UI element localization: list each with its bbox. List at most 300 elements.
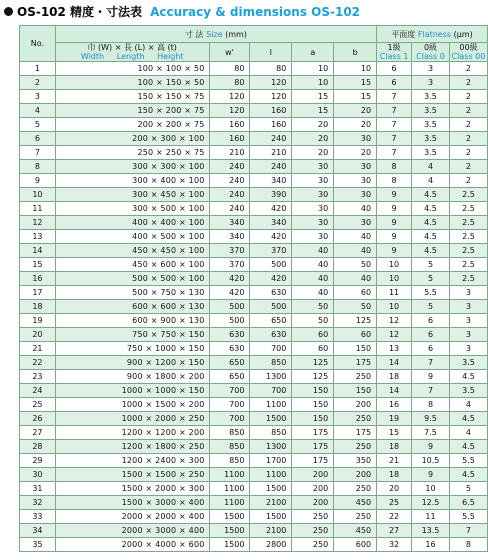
- table-row: [20, 510, 488, 524]
- cell-no: 35: [20, 538, 56, 552]
- cell-no: 23: [20, 370, 56, 384]
- cell-class0: 10.5: [412, 454, 450, 468]
- cell-class1: 18: [377, 440, 412, 454]
- table-row: [20, 538, 488, 552]
- cell-size: 500 × 750 × 130: [55, 286, 209, 300]
- header-flat-jp: 平面度: [391, 29, 416, 39]
- cell-no: 5: [20, 118, 56, 132]
- cell-w: 1100: [209, 482, 250, 496]
- cell-no: 13: [20, 230, 56, 244]
- cell-l: 650: [250, 314, 292, 328]
- cell-b: 30: [334, 132, 377, 146]
- cell-l: 630: [250, 328, 292, 342]
- cell-l: 1100: [250, 468, 292, 482]
- cell-size: 150 × 200 × 75: [55, 104, 209, 118]
- cell-no: 6: [20, 132, 56, 146]
- header-class1: [377, 43, 412, 62]
- cell-size: 450 × 600 × 100: [55, 258, 209, 272]
- cell-w: 340: [209, 216, 250, 230]
- cell-w: 1100: [209, 468, 250, 482]
- cell-no: 16: [20, 272, 56, 286]
- table-row: [20, 160, 488, 174]
- cell-no: 11: [20, 202, 56, 216]
- header-col-a: a: [292, 43, 334, 62]
- cell-w: 1500: [209, 510, 250, 524]
- header-col-l: l: [250, 43, 292, 62]
- cell-class1: 9: [377, 230, 412, 244]
- cell-class1: 15: [377, 426, 412, 440]
- cell-no: 25: [20, 398, 56, 412]
- cell-b: 30: [334, 216, 377, 230]
- cell-b: 10: [334, 62, 377, 76]
- cell-b: 175: [334, 356, 377, 370]
- cell-class0: 3.5: [412, 104, 450, 118]
- cell-l: 2800: [250, 538, 292, 552]
- cell-w: 850: [209, 426, 250, 440]
- header-dim-en: Size: [206, 29, 223, 39]
- cell-size: 900 × 1200 × 150: [55, 356, 209, 370]
- cell-b: 20: [334, 146, 377, 160]
- cell-class0: 5: [412, 300, 450, 314]
- cell-class1: 18: [377, 468, 412, 482]
- table-row: [20, 62, 488, 76]
- header-class1-en: Class 1: [379, 52, 409, 61]
- cell-w: 420: [209, 272, 250, 286]
- cell-class1: 19: [377, 412, 412, 426]
- cell-class1: 8: [377, 174, 412, 188]
- cell-w: 420: [209, 286, 250, 300]
- cell-class00: 5.5: [449, 510, 487, 524]
- cell-b: 600: [334, 538, 377, 552]
- cell-w: 630: [209, 342, 250, 356]
- cell-size: 1500 × 2000 × 300: [55, 482, 209, 496]
- cell-b: 350: [334, 454, 377, 468]
- cell-a: 200: [292, 468, 334, 482]
- cell-a: 30: [292, 160, 334, 174]
- table-row: [20, 454, 488, 468]
- cell-a: 40: [292, 244, 334, 258]
- cell-b: 50: [334, 258, 377, 272]
- cell-size: 200 × 300 × 100: [55, 132, 209, 146]
- cell-no: 15: [20, 258, 56, 272]
- header-class0-jp: 0級: [423, 43, 438, 52]
- cell-class0: 4: [412, 160, 450, 174]
- cell-l: 210: [250, 146, 292, 160]
- cell-class00: 2: [449, 132, 487, 146]
- cell-class1: 13: [377, 342, 412, 356]
- cell-class0: 8: [412, 398, 450, 412]
- cell-l: 500: [250, 300, 292, 314]
- cell-l: 420: [250, 202, 292, 216]
- cell-class00: 2.5: [449, 188, 487, 202]
- table-row: [20, 216, 488, 230]
- cell-no: 26: [20, 412, 56, 426]
- cell-w: 700: [209, 384, 250, 398]
- cell-class00: 3: [449, 328, 487, 342]
- cell-size: 200 × 200 × 75: [55, 118, 209, 132]
- table-row: [20, 384, 488, 398]
- cell-b: 250: [334, 370, 377, 384]
- cell-class1: 9: [377, 188, 412, 202]
- cell-size: 750 × 750 × 150: [55, 328, 209, 342]
- cell-b: 150: [334, 342, 377, 356]
- cell-size: 1200 × 1800 × 250: [55, 440, 209, 454]
- cell-no: 28: [20, 440, 56, 454]
- cell-b: 20: [334, 118, 377, 132]
- cell-size: 900 × 1800 × 200: [55, 370, 209, 384]
- cell-b: 40: [334, 230, 377, 244]
- header-class0: [412, 43, 450, 62]
- cell-class00: 2: [449, 62, 487, 76]
- cell-class1: 10: [377, 300, 412, 314]
- cell-no: 4: [20, 104, 56, 118]
- cell-w: 240: [209, 188, 250, 202]
- cell-b: 200: [334, 398, 377, 412]
- table-row: [20, 426, 488, 440]
- cell-a: 15: [292, 104, 334, 118]
- cell-class00: 2: [449, 160, 487, 174]
- cell-w: 850: [209, 454, 250, 468]
- cell-a: 40: [292, 258, 334, 272]
- cell-class0: 6: [412, 328, 450, 342]
- cell-class0: 3.5: [412, 146, 450, 160]
- cell-no: 34: [20, 524, 56, 538]
- cell-b: 30: [334, 174, 377, 188]
- cell-class00: 2: [449, 174, 487, 188]
- cell-size: 250 × 250 × 75: [55, 146, 209, 160]
- cell-b: 40: [334, 244, 377, 258]
- cell-class00: 2.5: [449, 216, 487, 230]
- cell-no: 22: [20, 356, 56, 370]
- cell-b: 60: [334, 328, 377, 342]
- cell-class1: 8: [377, 160, 412, 174]
- cell-l: 120: [250, 90, 292, 104]
- cell-b: 125: [334, 314, 377, 328]
- cell-l: 1300: [250, 370, 292, 384]
- cell-no: 29: [20, 454, 56, 468]
- cell-class00: 4: [449, 398, 487, 412]
- cell-class00: 2: [449, 76, 487, 90]
- table-row: [20, 258, 488, 272]
- cell-class00: 8: [449, 538, 487, 552]
- cell-class1: 6: [377, 62, 412, 76]
- cell-size: 1200 × 2400 × 300: [55, 454, 209, 468]
- cell-no: 1: [20, 62, 56, 76]
- header-class1-jp: 1級: [387, 43, 401, 52]
- cell-l: 420: [250, 272, 292, 286]
- cell-size: 1500 × 3000 × 400: [55, 496, 209, 510]
- cell-w: 240: [209, 202, 250, 216]
- cell-no: 8: [20, 160, 56, 174]
- cell-class00: 7: [449, 524, 487, 538]
- cell-w: 1100: [209, 496, 250, 510]
- cell-class00: 2.5: [449, 272, 487, 286]
- cell-a: 40: [292, 286, 334, 300]
- cell-no: 27: [20, 426, 56, 440]
- cell-w: 80: [209, 62, 250, 76]
- cell-l: 850: [250, 356, 292, 370]
- page-title: [4, 4, 360, 20]
- cell-class1: 14: [377, 356, 412, 370]
- cell-w: 500: [209, 300, 250, 314]
- header-flat-en: Flatness: [417, 29, 452, 39]
- cell-class0: 7: [412, 356, 450, 370]
- cell-size: 600 × 600 × 130: [55, 300, 209, 314]
- cell-size: 2000 × 3000 × 400: [55, 524, 209, 538]
- cell-class1: 27: [377, 524, 412, 538]
- cell-no: 33: [20, 510, 56, 524]
- cell-l: 700: [250, 342, 292, 356]
- cell-class1: 9: [377, 216, 412, 230]
- bullet-icon: [4, 7, 13, 16]
- cell-w: 120: [209, 104, 250, 118]
- cell-class1: 10: [377, 272, 412, 286]
- cell-class0: 3.5: [412, 90, 450, 104]
- cell-class0: 6: [412, 342, 450, 356]
- cell-class0: 6: [412, 314, 450, 328]
- cell-l: 500: [250, 258, 292, 272]
- cell-no: 7: [20, 146, 56, 160]
- cell-b: 450: [334, 524, 377, 538]
- cell-class1: 7: [377, 132, 412, 146]
- header-class00-jp: 00級: [459, 43, 478, 52]
- table-row: [20, 356, 488, 370]
- cell-a: 175: [292, 426, 334, 440]
- cell-class1: 14: [377, 384, 412, 398]
- cell-no: 17: [20, 286, 56, 300]
- cell-class00: 6.5: [449, 496, 487, 510]
- table-row: [20, 286, 488, 300]
- cell-w: 340: [209, 230, 250, 244]
- cell-a: 60: [292, 328, 334, 342]
- cell-a: 10: [292, 62, 334, 76]
- cell-a: 250: [292, 510, 334, 524]
- cell-b: 250: [334, 510, 377, 524]
- cell-l: 160: [250, 118, 292, 132]
- cell-class1: 32: [377, 538, 412, 552]
- cell-class1: 6: [377, 76, 412, 90]
- cell-class00: 3.5: [449, 384, 487, 398]
- cell-class1: 11: [377, 286, 412, 300]
- header-wlh: [55, 43, 209, 62]
- cell-l: 2100: [250, 496, 292, 510]
- cell-l: 340: [250, 216, 292, 230]
- cell-w: 370: [209, 244, 250, 258]
- cell-l: 370: [250, 244, 292, 258]
- cell-size: 1000 × 1500 × 200: [55, 398, 209, 412]
- cell-class0: 5.5: [412, 286, 450, 300]
- cell-size: 100 × 150 × 50: [55, 76, 209, 90]
- cell-class1: 22: [377, 510, 412, 524]
- header-col-b: b: [334, 43, 377, 62]
- title-english: Accuracy & dimensions OS-102: [150, 5, 361, 19]
- cell-b: 50: [334, 300, 377, 314]
- header-flat-unit: (μm): [453, 29, 473, 39]
- cell-class0: 7.5: [412, 426, 450, 440]
- cell-class0: 4: [412, 174, 450, 188]
- cell-class0: 3: [412, 76, 450, 90]
- cell-class0: 16: [412, 538, 450, 552]
- cell-w: 120: [209, 90, 250, 104]
- cell-class1: 16: [377, 398, 412, 412]
- cell-a: 20: [292, 118, 334, 132]
- cell-class0: 4.5: [412, 202, 450, 216]
- cell-l: 850: [250, 426, 292, 440]
- cell-no: 12: [20, 216, 56, 230]
- cell-size: 300 × 450 × 100: [55, 188, 209, 202]
- cell-class0: 7: [412, 384, 450, 398]
- cell-size: 450 × 450 × 100: [55, 244, 209, 258]
- cell-b: 30: [334, 188, 377, 202]
- cell-w: 850: [209, 440, 250, 454]
- header-dim-unit: (mm): [225, 29, 247, 39]
- cell-b: 15: [334, 76, 377, 90]
- cell-w: 240: [209, 160, 250, 174]
- cell-class00: 3: [449, 300, 487, 314]
- cell-l: 1700: [250, 454, 292, 468]
- cell-a: 150: [292, 384, 334, 398]
- table-row: [20, 496, 488, 510]
- cell-l: 1300: [250, 440, 292, 454]
- cell-size: 1200 × 1200 × 200: [55, 426, 209, 440]
- cell-class1: 12: [377, 314, 412, 328]
- cell-a: 15: [292, 90, 334, 104]
- cell-l: 340: [250, 174, 292, 188]
- cell-a: 50: [292, 300, 334, 314]
- cell-l: 390: [250, 188, 292, 202]
- table-row: [20, 230, 488, 244]
- cell-l: 80: [250, 62, 292, 76]
- cell-class0: 4.5: [412, 188, 450, 202]
- cell-no: 32: [20, 496, 56, 510]
- cell-class00: 2.5: [449, 202, 487, 216]
- cell-class1: 9: [377, 244, 412, 258]
- cell-a: 30: [292, 174, 334, 188]
- cell-size: 600 × 900 × 130: [55, 314, 209, 328]
- cell-a: 30: [292, 202, 334, 216]
- cell-class0: 3: [412, 62, 450, 76]
- table-row: [20, 188, 488, 202]
- cell-w: 650: [209, 356, 250, 370]
- cell-no: 9: [20, 174, 56, 188]
- cell-w: 240: [209, 174, 250, 188]
- cell-class0: 4.5: [412, 216, 450, 230]
- cell-a: 175: [292, 440, 334, 454]
- cell-class00: 2: [449, 146, 487, 160]
- cell-a: 125: [292, 356, 334, 370]
- cell-b: 150: [334, 384, 377, 398]
- cell-b: 250: [334, 412, 377, 426]
- cell-class0: 13.5: [412, 524, 450, 538]
- header-wlh-jp: 巾 (W) × 長 (L) × 高 (t): [87, 43, 177, 52]
- cell-no: 19: [20, 314, 56, 328]
- cell-l: 700: [250, 384, 292, 398]
- header-wlh-en: [56, 52, 209, 61]
- cell-no: 31: [20, 482, 56, 496]
- cell-size: 100 × 100 × 50: [55, 62, 209, 76]
- cell-size: 400 × 400 × 100: [55, 216, 209, 230]
- header-length: Length: [116, 52, 145, 61]
- cell-class0: 4.5: [412, 244, 450, 258]
- cell-class00: 4: [449, 426, 487, 440]
- cell-l: 420: [250, 230, 292, 244]
- cell-a: 150: [292, 398, 334, 412]
- header-no: No.: [20, 26, 56, 62]
- cell-no: 18: [20, 300, 56, 314]
- cell-a: 200: [292, 482, 334, 496]
- cell-class00: 2: [449, 104, 487, 118]
- cell-w: 370: [209, 258, 250, 272]
- cell-class00: 2: [449, 118, 487, 132]
- cell-a: 200: [292, 496, 334, 510]
- cell-class00: 3: [449, 286, 487, 300]
- cell-b: 175: [334, 426, 377, 440]
- cell-class0: 5: [412, 258, 450, 272]
- cell-size: 1500 × 1500 × 250: [55, 468, 209, 482]
- cell-class00: 3: [449, 314, 487, 328]
- table-row: [20, 398, 488, 412]
- cell-b: 40: [334, 272, 377, 286]
- cell-w: 210: [209, 146, 250, 160]
- cell-b: 200: [334, 468, 377, 482]
- cell-w: 700: [209, 412, 250, 426]
- cell-size: 150 × 150 × 75: [55, 90, 209, 104]
- cell-size: 1000 × 1000 × 150: [55, 384, 209, 398]
- cell-class1: 21: [377, 454, 412, 468]
- cell-w: 1500: [209, 538, 250, 552]
- cell-w: 160: [209, 132, 250, 146]
- cell-no: 30: [20, 468, 56, 482]
- cell-a: 250: [292, 538, 334, 552]
- cell-class00: 5.5: [449, 454, 487, 468]
- header-col-w: w': [209, 43, 250, 62]
- cell-class0: 3.5: [412, 132, 450, 146]
- cell-class0: 5: [412, 272, 450, 286]
- table-row: [20, 90, 488, 104]
- table-row: [20, 272, 488, 286]
- cell-w: 500: [209, 314, 250, 328]
- cell-l: 1100: [250, 398, 292, 412]
- table-row: [20, 118, 488, 132]
- cell-w: 650: [209, 370, 250, 384]
- table-row: [20, 132, 488, 146]
- cell-size: 500 × 500 × 100: [55, 272, 209, 286]
- table-row: [20, 202, 488, 216]
- table-row: [20, 370, 488, 384]
- table-row: [20, 244, 488, 258]
- cell-l: 630: [250, 286, 292, 300]
- cell-w: 700: [209, 398, 250, 412]
- cell-class0: 9: [412, 440, 450, 454]
- cell-a: 20: [292, 132, 334, 146]
- cell-class00: 3: [449, 342, 487, 356]
- cell-class1: 7: [377, 146, 412, 160]
- header-width: Width: [80, 52, 105, 61]
- cell-class00: 2.5: [449, 244, 487, 258]
- cell-b: 250: [334, 482, 377, 496]
- cell-b: 15: [334, 90, 377, 104]
- cell-size: 400 × 500 × 100: [55, 230, 209, 244]
- cell-b: 40: [334, 202, 377, 216]
- cell-class0: 9.5: [412, 412, 450, 426]
- table-row: [20, 524, 488, 538]
- cell-class00: 2.5: [449, 258, 487, 272]
- cell-w: 80: [209, 76, 250, 90]
- cell-class1: 9: [377, 202, 412, 216]
- cell-no: 24: [20, 384, 56, 398]
- cell-size: 2000 × 4000 × 600: [55, 538, 209, 552]
- cell-l: 1500: [250, 482, 292, 496]
